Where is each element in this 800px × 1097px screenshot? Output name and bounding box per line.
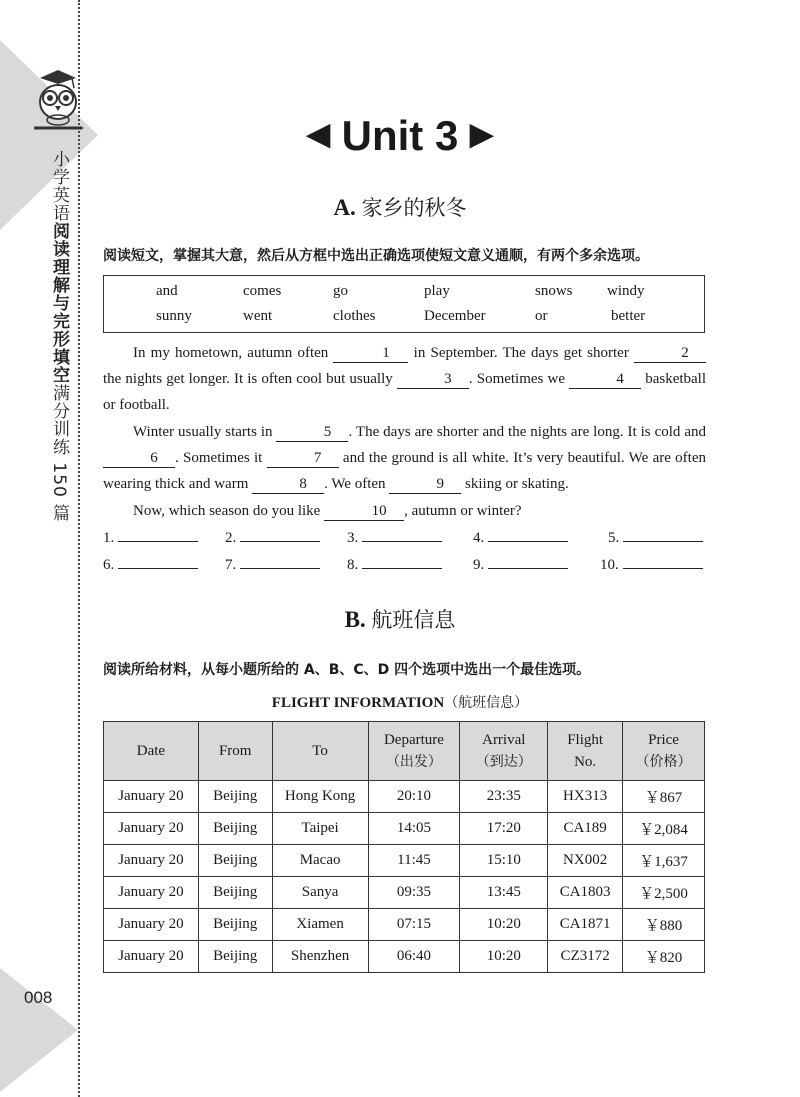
blank-5[interactable]: 5 bbox=[276, 423, 348, 442]
cell-departure: 09:35 bbox=[368, 877, 460, 909]
table-row bbox=[104, 813, 705, 845]
cell-to: Taipei bbox=[272, 813, 368, 845]
cell-date: January 20 bbox=[104, 845, 199, 877]
cell-price: ￥820 bbox=[623, 941, 705, 973]
cell-departure: 06:40 bbox=[368, 941, 460, 973]
word-bank-item: snows bbox=[535, 283, 573, 299]
cell-to: Xiamen bbox=[272, 909, 368, 941]
blank-4[interactable]: 4 bbox=[569, 370, 641, 389]
word-bank-item: comes bbox=[243, 283, 282, 299]
page-number: 008 bbox=[24, 988, 53, 1007]
cell-to: Macao bbox=[272, 845, 368, 877]
cell-date: January 20 bbox=[104, 877, 199, 909]
arrow-left-icon: ◀ bbox=[306, 118, 330, 151]
section-b-title: B. 航班信息 bbox=[344, 607, 456, 632]
cell-flight-no: NX002 bbox=[548, 845, 623, 877]
cell-arrival: 10:20 bbox=[460, 909, 548, 941]
blank-9[interactable]: 9 bbox=[389, 475, 461, 494]
col-header-arrival: Arrival （到达） bbox=[460, 722, 548, 781]
answer-slot[interactable]: 6. bbox=[103, 554, 198, 574]
unit-title-text: Unit 3 bbox=[341, 112, 459, 159]
word-bank-item: better bbox=[611, 308, 646, 324]
blank-8[interactable]: 8 bbox=[252, 475, 324, 494]
cell-arrival: 13:45 bbox=[460, 877, 548, 909]
cell-departure: 11:45 bbox=[368, 845, 460, 877]
word-bank-item: windy bbox=[607, 283, 645, 299]
answer-slot[interactable]: 5. bbox=[608, 527, 703, 547]
word-bank-item: or bbox=[535, 308, 548, 324]
blank-1[interactable]: 1 bbox=[333, 344, 408, 363]
answer-slot[interactable]: 2. bbox=[225, 527, 320, 547]
cell-flight-no: CA1803 bbox=[548, 877, 623, 909]
word-bank-box bbox=[103, 275, 705, 333]
cell-date: January 20 bbox=[104, 813, 199, 845]
arrow-right-icon: ▶ bbox=[470, 118, 494, 151]
cell-price: ￥2,500 bbox=[623, 877, 705, 909]
cell-departure: 20:10 bbox=[368, 781, 460, 813]
cell-arrival: 23:35 bbox=[460, 781, 548, 813]
flight-info-table bbox=[103, 721, 705, 973]
answer-slot[interactable]: 3. bbox=[347, 527, 442, 547]
binding-dotted-line bbox=[78, 0, 80, 1097]
table-row bbox=[104, 877, 705, 909]
cell-price: ￥1,637 bbox=[623, 845, 705, 877]
blank-7[interactable]: 7 bbox=[267, 449, 339, 468]
table-row bbox=[104, 941, 705, 973]
passage-paragraph-3: Now, which season do you like 10 , autumn or winter? bbox=[133, 503, 522, 519]
unit-title bbox=[0, 112, 800, 160]
cell-flight-no: CZ3172 bbox=[548, 941, 623, 973]
col-header-to: To bbox=[272, 722, 368, 781]
word-bank-item: sunny bbox=[156, 308, 192, 324]
section-a-instruction: 阅读短文，掌握其大意，然后从方框中选出正确选项使短文意义通顺，有两个多余选项。 bbox=[103, 248, 649, 264]
cell-date: January 20 bbox=[104, 909, 199, 941]
cell-from: Beijing bbox=[198, 781, 272, 813]
col-header-departure: Departure （出发） bbox=[368, 722, 460, 781]
table-row bbox=[104, 781, 705, 813]
blank-6[interactable]: 6 bbox=[103, 449, 175, 468]
word-bank-item: went bbox=[243, 308, 273, 324]
cell-arrival: 17:20 bbox=[460, 813, 548, 845]
table-caption: FLIGHT INFORMATION（航班信息） bbox=[271, 695, 529, 711]
word-bank-item: play bbox=[424, 283, 450, 299]
cell-departure: 07:15 bbox=[368, 909, 460, 941]
word-bank-item: December bbox=[424, 308, 486, 324]
cell-to: Shenzhen bbox=[272, 941, 368, 973]
cell-to: Sanya bbox=[272, 877, 368, 909]
cell-to: Hong Kong bbox=[272, 781, 368, 813]
col-header-flight-no: Flight No. bbox=[548, 722, 623, 781]
cell-flight-no: CA189 bbox=[548, 813, 623, 845]
blank-2[interactable]: 2 bbox=[634, 344, 706, 363]
col-header-from: From bbox=[198, 722, 272, 781]
cell-date: January 20 bbox=[104, 941, 199, 973]
cell-price: ￥880 bbox=[623, 909, 705, 941]
blank-3[interactable]: 3 bbox=[397, 370, 469, 389]
cell-flight-no: HX313 bbox=[548, 781, 623, 813]
cell-from: Beijing bbox=[198, 877, 272, 909]
cell-date: January 20 bbox=[104, 781, 199, 813]
answer-slot[interactable]: 9. bbox=[473, 554, 568, 574]
cell-price: ￥2,084 bbox=[623, 813, 705, 845]
answer-slot[interactable]: 10. bbox=[600, 554, 703, 574]
cell-departure: 14:05 bbox=[368, 813, 460, 845]
answer-slot[interactable]: 4. bbox=[473, 527, 568, 547]
cell-flight-no: CA1871 bbox=[548, 909, 623, 941]
word-bank-item: go bbox=[333, 283, 348, 299]
margin-tab-bottom bbox=[0, 968, 78, 1092]
word-bank-item: and bbox=[156, 283, 178, 299]
passage-paragraph-1: In my hometown, autumn often 1 in September. The days get shorter 2 the nights get longer. It is often cool but usually 3 . Sometimes we 4 basketball or football. bbox=[103, 345, 707, 414]
table-row bbox=[104, 845, 705, 877]
col-header-date: Date bbox=[104, 722, 199, 781]
book-side-title: 小学英语阅读理解与完形填空满分训练 150 篇 bbox=[49, 150, 69, 523]
answer-slot[interactable]: 8. bbox=[347, 554, 442, 574]
cell-from: Beijing bbox=[198, 909, 272, 941]
cell-from: Beijing bbox=[198, 941, 272, 973]
cell-from: Beijing bbox=[198, 813, 272, 845]
answer-slot[interactable]: 1. bbox=[103, 527, 198, 547]
col-header-price: Price （价格） bbox=[623, 722, 705, 781]
cell-price: ￥867 bbox=[623, 781, 705, 813]
blank-10[interactable]: 10 bbox=[324, 502, 404, 521]
section-b-instruction: 阅读所给材料，从每小题所给的 A、B、C、D 四个选项中选出一个最佳选项。 bbox=[103, 662, 591, 678]
answer-slot[interactable]: 7. bbox=[225, 554, 320, 574]
cell-from: Beijing bbox=[198, 845, 272, 877]
section-a-title: A. 家乡的秋冬 bbox=[333, 195, 467, 220]
table-row bbox=[104, 909, 705, 941]
cell-arrival: 15:10 bbox=[460, 845, 548, 877]
passage-paragraph-2: Winter usually starts in 5 . The days are shorter and the nights are long. It is cold and 6 . Sometimes it 7 and the ground is all white. It’s very beautiful. We are often wearing thick and warm 8 . We often 9 skiing or skating. bbox=[103, 424, 707, 493]
cell-arrival: 10:20 bbox=[460, 941, 548, 973]
table-header-row bbox=[104, 722, 705, 781]
word-bank-item: clothes bbox=[333, 308, 376, 324]
